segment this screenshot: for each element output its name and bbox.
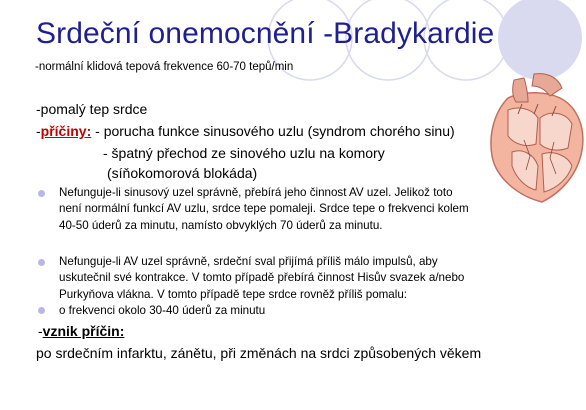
- slow-heart-line: -pomalý tep srdce: [36, 101, 148, 117]
- bullet-2-line-1: Nefunguje-li AV uzel správně, srdeční sval přijímá příliš málo impulsů, aby: [59, 255, 438, 268]
- bullet-2-line-3: Purkyňova vlákna. V tomto případě tepe srdce rovněž příliš pomalu:: [59, 287, 407, 301]
- bullet-2-text: [59, 254, 464, 303]
- slide-title: Srdeční onemocnění -Bradykardie: [36, 17, 495, 50]
- causes-prefix: -: [36, 123, 41, 139]
- bullet-1: [38, 190, 45, 197]
- causes-item-2: - špatný přechod ze sinového uzlu na komory: [103, 145, 385, 161]
- causes-item-3: (síňokomorová blokáda): [107, 165, 258, 181]
- bullet-3-text: o frekvenci okolo 30-40 úderů za minutu: [59, 304, 266, 317]
- slide-subtitle: -normální klidová tepová frekvence 60-70 tepů/min: [35, 61, 294, 73]
- causes-label: příčiny:: [40, 123, 92, 139]
- bullet-1-text: [59, 185, 469, 234]
- bullet-2: [38, 259, 45, 266]
- origin-prefix: -: [38, 323, 43, 339]
- causes-line: [36, 123, 455, 139]
- bullet-1-line-3: 40-50 úderů za minutu, namísto obvyklých 70 úderů za minutu.: [59, 218, 383, 232]
- heart-icon: [478, 70, 586, 210]
- bullet-1-line-1: Nefunguje-li sinusový uzel správně, přebírá jeho činnost AV uzel. Jelikož toto: [59, 186, 453, 199]
- causes-item-1: - porucha funkce sinusového uzlu (syndrom chorého sinu): [91, 123, 455, 139]
- bullet-3: [38, 307, 45, 314]
- circle-filled: [498, 0, 582, 80]
- origin-label: vznik příčin:: [42, 323, 125, 339]
- origin-text: po srdečním infarktu, zánětu, při změnách na srdci způsobených věkem: [36, 345, 482, 361]
- origin-line: [38, 323, 124, 339]
- bullet-1-line-2: není normální funkcí AV uzlu, srdce tepe pomaleji. Srdce tepe o frekvenci kolem: [59, 202, 469, 216]
- bullet-2-line-2: uskutečnil své kontrakce. V tomto případě přebírá činnost Hisův svazek a/nebo: [59, 271, 465, 285]
